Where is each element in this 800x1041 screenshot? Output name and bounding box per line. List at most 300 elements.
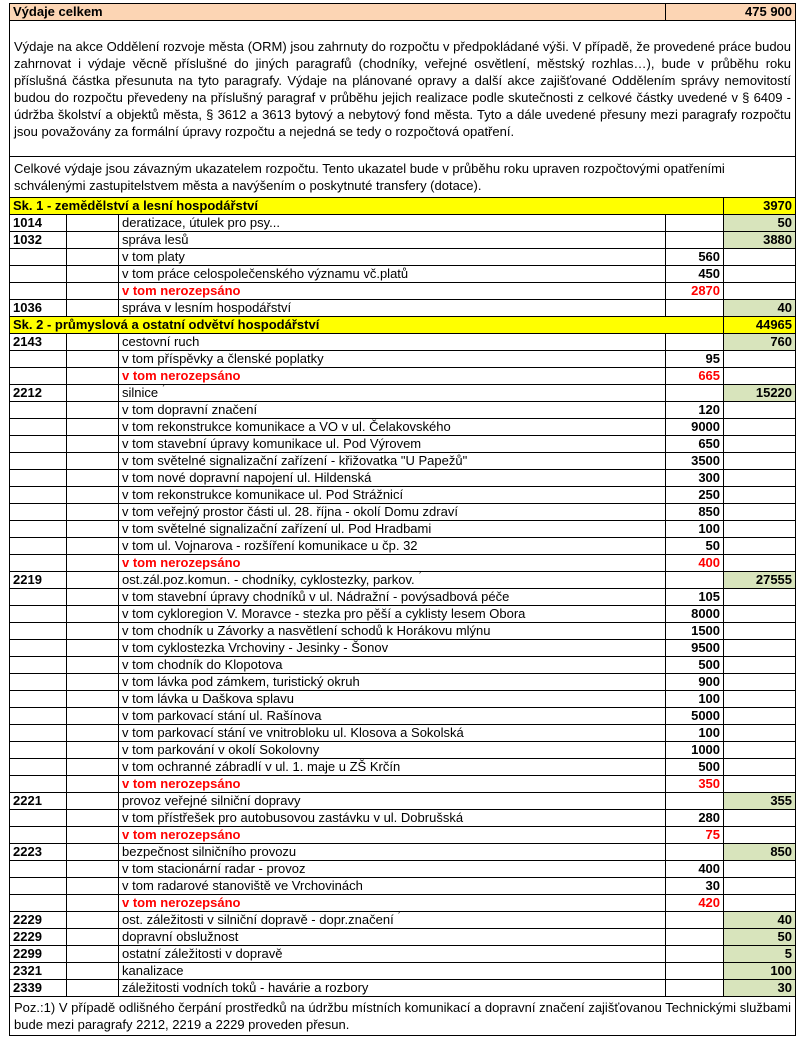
- empty-cell: [10, 470, 67, 487]
- empty-cell: [666, 385, 724, 402]
- empty-cell: [666, 793, 724, 810]
- empty-cell: [67, 283, 119, 300]
- empty-cell: [724, 436, 796, 453]
- paragraph-label: [119, 929, 666, 946]
- empty-cell: [724, 640, 796, 657]
- unallocated-row: [10, 283, 796, 300]
- empty-cell: [10, 487, 67, 504]
- subitem-label-text: v tom chodník u Závorky a nasvětlení schodů k Horákovu mlýnu: [122, 623, 491, 638]
- paragraph-label-text: kanalizace: [122, 963, 184, 978]
- empty-cell: [10, 606, 67, 623]
- subitem-row: [10, 487, 796, 504]
- empty-cell: [10, 708, 67, 725]
- empty-cell: [10, 266, 67, 283]
- subitem-row: [10, 861, 796, 878]
- budget-table: [9, 3, 796, 1036]
- empty-cell: [724, 504, 796, 521]
- paragraph-total: [724, 929, 796, 946]
- empty-cell: [10, 623, 67, 640]
- paragraph-label-text: ostatní záležitosti v dopravě: [122, 946, 283, 961]
- subitem-label-text: v tom ochranné zábradlí v ul. 1. maje u ZŠ Krčín: [122, 759, 401, 774]
- paragraph-label-text: provoz veřejné silniční dopravy: [122, 793, 301, 808]
- subitem-amount: [666, 606, 724, 623]
- section-total-text: 44965: [755, 317, 793, 332]
- binding-note: Celkové výdaje jsou závazným ukazatelem rozpočtu. Tento ukazatel bude v průběhu roku upraven rozpočtovými opatřeními schválenými zastupitelstvem města a navýšením o poskytnuté transfery (dotace).: [10, 157, 796, 198]
- intro-paragraph-row: [10, 21, 796, 157]
- subitem-row: [10, 249, 796, 266]
- paragraph-row: [10, 215, 796, 232]
- empty-cell: [10, 589, 67, 606]
- paragraph-label: [119, 385, 666, 402]
- empty-cell: [67, 419, 119, 436]
- empty-cell: [724, 861, 796, 878]
- empty-cell: [67, 538, 119, 555]
- subitem-label: [119, 538, 666, 555]
- subitem-amount-text: 95: [705, 351, 721, 366]
- empty-cell: [724, 657, 796, 674]
- subitem-label: [119, 402, 666, 419]
- subitem-amount: [666, 249, 724, 266]
- subitem-amount: [666, 691, 724, 708]
- subitem-amount-text: 400: [698, 861, 721, 876]
- subitem-row: [10, 725, 796, 742]
- paragraph-code: [10, 963, 67, 980]
- empty-cell: [666, 963, 724, 980]
- unallocated-amount: [666, 555, 724, 572]
- subitem-amount: [666, 657, 724, 674]
- subitem-row: [10, 419, 796, 436]
- empty-cell: [67, 827, 119, 844]
- subitem-label: [119, 674, 666, 691]
- subitem-label-text: v tom práce celospolečenského významu vč.platů: [122, 266, 409, 281]
- subitem-label: [119, 589, 666, 606]
- unallocated-label: [119, 368, 666, 385]
- empty-cell: [67, 470, 119, 487]
- empty-cell: [10, 249, 67, 266]
- footnote-marker: [158, 385, 165, 388]
- paragraph-total: [724, 980, 796, 997]
- subitem-amount-text: 3500: [691, 453, 721, 468]
- subitem-label-text: v tom parkování v okolí Sokolovny: [122, 742, 320, 757]
- subitem-amount: [666, 623, 724, 640]
- subitem-amount: [666, 640, 724, 657]
- empty-cell: [10, 674, 67, 691]
- empty-cell: [67, 963, 119, 980]
- empty-cell: [724, 266, 796, 283]
- empty-cell: [10, 725, 67, 742]
- paragraph-code-text: 2223: [13, 844, 42, 859]
- paragraph-total: [724, 300, 796, 317]
- section-total: [724, 317, 796, 334]
- section-label-text: Sk. 2 - průmyslová a ostatní odvětví hospodářství: [13, 317, 320, 332]
- paragraph-label: [119, 572, 666, 589]
- subitem-row: [10, 521, 796, 538]
- unallocated-label-text: v tom nerozepsáno: [122, 895, 241, 910]
- subitem-label: [119, 436, 666, 453]
- paragraph-code: [10, 385, 67, 402]
- subitem-amount-text: 280: [698, 810, 721, 825]
- paragraph-code-text: 2229: [13, 929, 42, 944]
- subitem-row: [10, 674, 796, 691]
- empty-cell: [724, 419, 796, 436]
- subitem-row: [10, 351, 796, 368]
- paragraph-label: [119, 300, 666, 317]
- empty-cell: [724, 691, 796, 708]
- paragraph-total: [724, 912, 796, 929]
- intro-paragraph: Výdaje na akce Oddělení rozvoje města (ORM) jsou zahrnuty do rozpočtu v předpokládané výši. V případě, že provedené práce budou zahrnovat i výdaje věcně příslušné do jiných paragrafů (chodníky, veřejné osvětlení, městský rozhlas…), bude v průběhu roku příslušná částka přesunuta na tyto paragrafy. Výdaje na plánované opravy a další akce zajišťované Oddělením správy nemovitostí budou do rozpočtu převedeny na příslušný paragraf v průběhu jejich realizace podle skutečnosti z celkové částky uvedené v § 6409 - údržba školství a objektů města, § 3612 a 3613 bytový a nebytový fond města. Tyto a dále uvedené přesuny mezi paragrafy rozpočtu jsou považovány za formální úpravy rozpočtu a nejedná se tedy o rozpočtová opatření.: [10, 21, 796, 157]
- empty-cell: [67, 555, 119, 572]
- unallocated-label: [119, 895, 666, 912]
- subitem-amount-text: 9500: [691, 640, 721, 655]
- paragraph-code-text: 2339: [13, 980, 42, 995]
- subitem-row: [10, 742, 796, 759]
- empty-cell: [67, 912, 119, 929]
- empty-cell: [67, 946, 119, 963]
- empty-cell: [724, 827, 796, 844]
- unallocated-amount: [666, 776, 724, 793]
- empty-cell: [67, 742, 119, 759]
- subitem-amount: [666, 351, 724, 368]
- subitem-amount-text: 5000: [691, 708, 721, 723]
- paragraph-total-text: 40: [777, 300, 793, 315]
- subitem-label: [119, 861, 666, 878]
- subitem-label-text: v tom ul. Vojnarova - rozšíření komunikace u čp. 32: [122, 538, 418, 553]
- subitem-amount: [666, 436, 724, 453]
- unallocated-row: [10, 895, 796, 912]
- subitem-label-text: v tom stavební úpravy komunikace ul. Pod Výrovem: [122, 436, 422, 451]
- subitem-row: [10, 810, 796, 827]
- empty-cell: [724, 810, 796, 827]
- empty-cell: [666, 912, 724, 929]
- subitem-amount: [666, 708, 724, 725]
- subitem-amount-text: 9000: [691, 419, 721, 434]
- empty-cell: [67, 810, 119, 827]
- paragraph-label: [119, 963, 666, 980]
- empty-cell: [10, 657, 67, 674]
- paragraph-row: [10, 793, 796, 810]
- paragraph-code-text: 1014: [13, 215, 42, 230]
- paragraph-label: [119, 946, 666, 963]
- subitem-label-text: v tom parkovací stání ul. Rašínova: [122, 708, 322, 723]
- subitem-amount-text: 850: [698, 504, 721, 519]
- empty-cell: [10, 538, 67, 555]
- empty-cell: [724, 487, 796, 504]
- empty-cell: [10, 640, 67, 657]
- empty-cell: [67, 453, 119, 470]
- unallocated-label: [119, 555, 666, 572]
- empty-cell: [724, 521, 796, 538]
- paragraph-code: [10, 572, 67, 589]
- paragraph-code-text: 2299: [13, 946, 42, 961]
- unallocated-row: [10, 776, 796, 793]
- empty-cell: [666, 300, 724, 317]
- subitem-label: [119, 351, 666, 368]
- empty-cell: [67, 266, 119, 283]
- paragraph-code-text: 2212: [13, 385, 42, 400]
- paragraph-total: [724, 572, 796, 589]
- unallocated-amount-text: 75: [705, 827, 721, 842]
- subitem-amount-text: 100: [698, 725, 721, 740]
- paragraph-code: [10, 793, 67, 810]
- subitem-label: [119, 657, 666, 674]
- empty-cell: [666, 946, 724, 963]
- subitem-label: [119, 266, 666, 283]
- empty-cell: [67, 487, 119, 504]
- empty-cell: [67, 402, 119, 419]
- subitem-label-text: v tom chodník do Klopotova: [122, 657, 283, 672]
- paragraph-row: [10, 912, 796, 929]
- paragraph-label-text: deratizace, útulek pro psy...: [122, 215, 281, 230]
- subitem-row: [10, 623, 796, 640]
- empty-cell: [724, 453, 796, 470]
- subitem-label-text: v tom platy: [122, 249, 185, 264]
- paragraph-total-text: 760: [770, 334, 793, 349]
- subitem-label: [119, 504, 666, 521]
- empty-cell: [67, 861, 119, 878]
- empty-cell: [67, 657, 119, 674]
- paragraph-code-text: 1036: [13, 300, 42, 315]
- paragraph-code: [10, 929, 67, 946]
- subitem-row: [10, 878, 796, 895]
- subitem-amount: [666, 470, 724, 487]
- empty-cell: [724, 538, 796, 555]
- subitem-amount: [666, 861, 724, 878]
- empty-cell: [10, 759, 67, 776]
- paragraph-label: [119, 980, 666, 997]
- empty-cell: [67, 504, 119, 521]
- subitem-amount-text: 450: [698, 266, 721, 281]
- subitem-label-text: v tom rekonstrukce komunikace a VO v ul. Čelakovského: [122, 419, 451, 434]
- unallocated-amount-text: 2870: [691, 283, 721, 298]
- paragraph-code-text: 2219: [13, 572, 42, 587]
- paragraph-code: [10, 300, 67, 317]
- empty-cell: [67, 776, 119, 793]
- subitem-label: [119, 487, 666, 504]
- section-label: [10, 317, 724, 334]
- subitem-label: [119, 623, 666, 640]
- paragraph-label: [119, 793, 666, 810]
- subitem-amount: [666, 487, 724, 504]
- paragraph-total: [724, 334, 796, 351]
- empty-cell: [67, 980, 119, 997]
- empty-cell: [724, 589, 796, 606]
- empty-cell: [10, 555, 67, 572]
- empty-cell: [67, 759, 119, 776]
- subitem-label-text: v tom světelné signalizační zařízení ul. Pod Hradbami: [122, 521, 432, 536]
- empty-cell: [67, 640, 119, 657]
- paragraph-total-text: 5: [784, 946, 793, 961]
- paragraph-row: [10, 385, 796, 402]
- paragraph-code-text: 2221: [13, 793, 42, 808]
- paragraph-total: [724, 215, 796, 232]
- paragraph-label: [119, 232, 666, 249]
- unallocated-amount: [666, 895, 724, 912]
- paragraph-total-text: 30: [777, 980, 793, 995]
- unallocated-amount-text: 350: [698, 776, 721, 791]
- empty-cell: [67, 249, 119, 266]
- section-total-text: 3970: [763, 198, 793, 213]
- subitem-amount-text: 500: [698, 759, 721, 774]
- subitem-label: [119, 640, 666, 657]
- unallocated-amount: [666, 368, 724, 385]
- empty-cell: [724, 606, 796, 623]
- empty-cell: [10, 742, 67, 759]
- subitem-amount: [666, 589, 724, 606]
- subitem-label: [119, 470, 666, 487]
- empty-cell: [67, 708, 119, 725]
- unallocated-label: [119, 827, 666, 844]
- paragraph-label-text: správa v lesním hospodářství: [122, 300, 292, 315]
- total-expenditure-label: Výdaje celkem: [10, 4, 666, 21]
- paragraph-label: [119, 334, 666, 351]
- empty-cell: [10, 402, 67, 419]
- empty-cell: [666, 334, 724, 351]
- paragraph-row: [10, 334, 796, 351]
- paragraph-label: [119, 215, 666, 232]
- paragraph-total: [724, 963, 796, 980]
- subitem-label-text: v tom cykloregion V. Moravce - stezka pro pěší a cyklisty lesem Obora: [122, 606, 526, 621]
- paragraph-code: [10, 844, 67, 861]
- section-total: [724, 198, 796, 215]
- paragraph-label: [119, 844, 666, 861]
- subitem-amount: [666, 419, 724, 436]
- empty-cell: [666, 215, 724, 232]
- subitem-row: [10, 266, 796, 283]
- empty-cell: [10, 351, 67, 368]
- empty-cell: [666, 929, 724, 946]
- subitem-amount: [666, 266, 724, 283]
- binding-note-row: [10, 157, 796, 198]
- empty-cell: [724, 725, 796, 742]
- subitem-amount: [666, 742, 724, 759]
- subitem-label-text: v tom nové dopravní napojení ul. Hildenská: [122, 470, 372, 485]
- paragraph-total-text: 100: [770, 963, 793, 978]
- paragraph-code: [10, 912, 67, 929]
- empty-cell: [724, 776, 796, 793]
- empty-cell: [724, 249, 796, 266]
- subitem-label-text: v tom radarové stanoviště ve Vrchovinách: [122, 878, 363, 893]
- section-row: [10, 317, 796, 334]
- empty-cell: [67, 606, 119, 623]
- paragraph-total-text: 355: [770, 793, 793, 808]
- subitem-amount-text: 560: [698, 249, 721, 264]
- empty-cell: [724, 708, 796, 725]
- paragraph-label-text: dopravní obslužnost: [122, 929, 239, 944]
- unallocated-row: [10, 368, 796, 385]
- unallocated-amount-text: 420: [698, 895, 721, 910]
- paragraph-row: [10, 963, 796, 980]
- unallocated-row: [10, 555, 796, 572]
- subitem-amount-text: 1000: [691, 742, 721, 757]
- subitem-label-text: v tom příspěvky a členské poplatky: [122, 351, 324, 366]
- subitem-amount: [666, 538, 724, 555]
- empty-cell: [724, 895, 796, 912]
- unallocated-label-text: v tom nerozepsáno: [122, 827, 241, 842]
- subitem-amount: [666, 453, 724, 470]
- subitem-label: [119, 249, 666, 266]
- paragraph-label-text: ost.zál.poz.komun. - chodníky, cyklostezky, parkov.: [122, 572, 415, 587]
- empty-cell: [10, 691, 67, 708]
- empty-cell: [67, 793, 119, 810]
- subitem-label-text: v tom dopravní značení: [122, 402, 258, 417]
- subitem-amount: [666, 810, 724, 827]
- paragraph-total: [724, 385, 796, 402]
- empty-cell: [67, 674, 119, 691]
- paragraph-row: [10, 946, 796, 963]
- subitem-amount: [666, 504, 724, 521]
- paragraph-total: [724, 844, 796, 861]
- empty-cell: [10, 453, 67, 470]
- empty-cell: [67, 691, 119, 708]
- subitem-label: [119, 606, 666, 623]
- empty-cell: [67, 351, 119, 368]
- subitem-label: [119, 419, 666, 436]
- subitem-amount-text: 50: [705, 538, 721, 553]
- empty-cell: [10, 810, 67, 827]
- subitem-label: [119, 691, 666, 708]
- empty-cell: [67, 844, 119, 861]
- subitem-amount-text: 500: [698, 657, 721, 672]
- paragraph-total-text: 40: [777, 912, 793, 927]
- subitem-row: [10, 538, 796, 555]
- unallocated-amount-text: 665: [698, 368, 721, 383]
- paragraph-total-text: 3880: [763, 232, 793, 247]
- empty-cell: [724, 555, 796, 572]
- paragraph-total-text: 15220: [755, 385, 793, 400]
- subitem-label: [119, 759, 666, 776]
- empty-cell: [67, 334, 119, 351]
- empty-cell: [724, 470, 796, 487]
- subitem-amount-text: 250: [698, 487, 721, 502]
- unallocated-label-text: v tom nerozepsáno: [122, 776, 241, 791]
- subitem-label: [119, 742, 666, 759]
- empty-cell: [10, 827, 67, 844]
- empty-cell: [67, 929, 119, 946]
- paragraph-total: [724, 793, 796, 810]
- subitem-label: [119, 521, 666, 538]
- unallocated-amount-text: 400: [698, 555, 721, 570]
- empty-cell: [666, 232, 724, 249]
- footnote-marker: [394, 912, 401, 915]
- empty-cell: [724, 623, 796, 640]
- subitem-label-text: v tom veřejný prostor části ul. 28. října - okolí Domu zdraví: [122, 504, 458, 519]
- empty-cell: [67, 385, 119, 402]
- subitem-amount: [666, 878, 724, 895]
- subitem-amount: [666, 674, 724, 691]
- empty-cell: [724, 351, 796, 368]
- subitem-label-text: v tom stacionární radar - provoz: [122, 861, 306, 876]
- footnote-row: [10, 997, 796, 1036]
- paragraph-code-text: 1032: [13, 232, 42, 247]
- subitem-row: [10, 606, 796, 623]
- empty-cell: [10, 419, 67, 436]
- subitem-row: [10, 691, 796, 708]
- subitem-amount-text: 100: [698, 691, 721, 706]
- subitem-label: [119, 810, 666, 827]
- paragraph-label-text: ost. záležitosti v silniční dopravě - dopr.značení: [122, 912, 394, 927]
- total-expenditure-value: 475 900: [666, 4, 796, 21]
- subitem-label-text: v tom světelné signalizační zařízení - křižovatka "U Papežů": [122, 453, 468, 468]
- paragraph-total: [724, 232, 796, 249]
- empty-cell: [67, 572, 119, 589]
- subitem-label-text: v tom rekonstrukce komunikace ul. Pod Strážnicí: [122, 487, 404, 502]
- paragraph-label: [119, 912, 666, 929]
- empty-cell: [666, 980, 724, 997]
- paragraph-code-text: 2229: [13, 912, 42, 927]
- section-label-text: Sk. 1 - zemědělství a lesní hospodářství: [13, 198, 258, 213]
- subitem-amount: [666, 521, 724, 538]
- paragraph-label-text: bezpečnost silničního provozu: [122, 844, 297, 859]
